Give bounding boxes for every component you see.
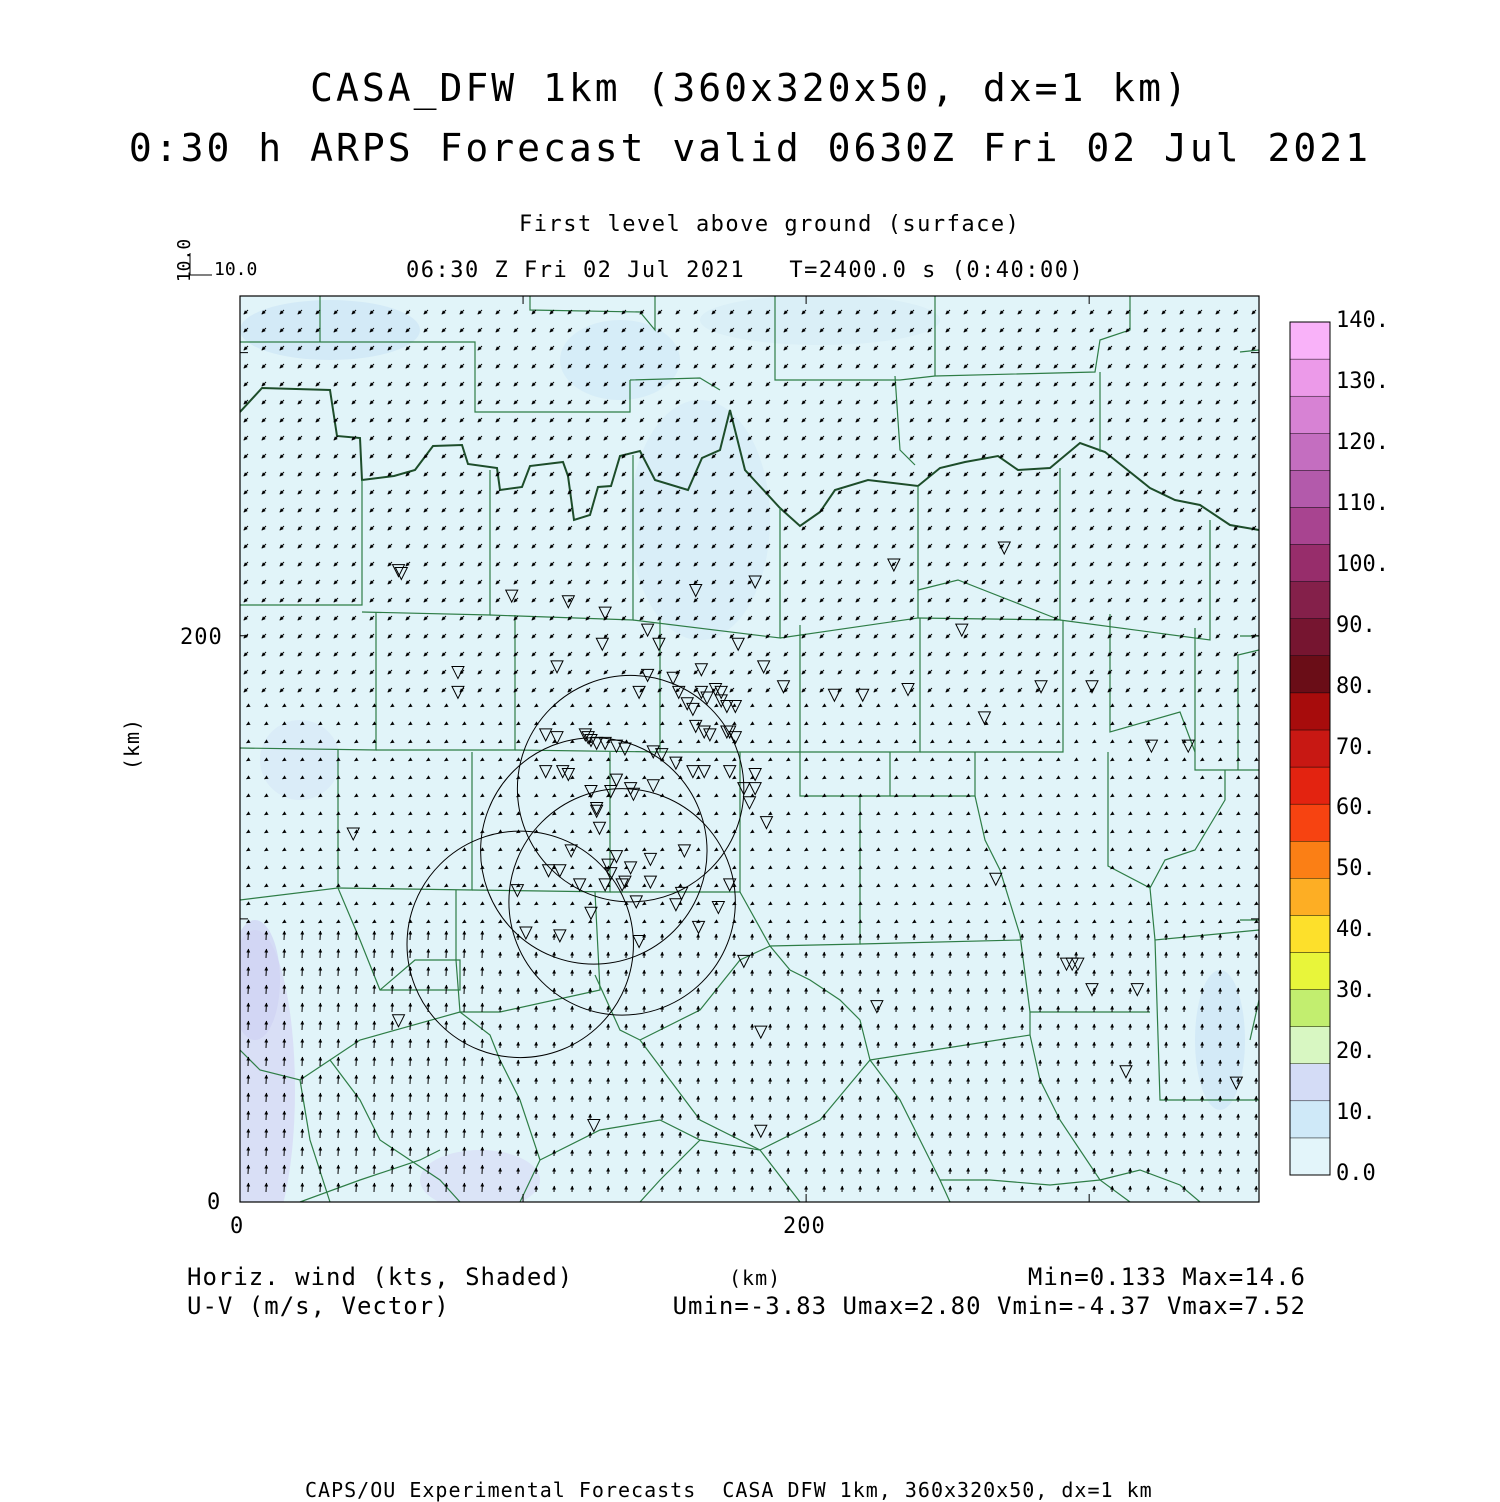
colorbar-swatch [1290,582,1330,619]
colorbar-tick-label: 120. [1336,430,1389,455]
colorbar-tick-label: 0.0 [1336,1161,1376,1186]
colorbar-swatch [1290,841,1330,878]
plot-area [240,296,1259,1202]
colorbar-tick-label: 90. [1336,613,1376,638]
x-tick-200: 200 [783,1214,826,1239]
colorbar-swatch [1290,730,1330,767]
time-label: 06:30 Z Fri 02 Jul 2021 T=2400.0 s (0:40:00) [406,258,1084,283]
colorbar-swatch [1290,322,1330,359]
minmax-label: Min=0.133 Max=14.6 [1028,1263,1306,1291]
colorbar-tick-label: 40. [1336,917,1376,942]
colorbar-swatch [1290,990,1330,1027]
colorbar-swatch [1290,1101,1330,1138]
footer: CAPS/OU Experimental Forecasts CASA DFW 1km, 360x320x50, dx=1 km [305,1478,1153,1502]
colorbar-swatch [1290,470,1330,507]
colorbar-swatch [1290,656,1330,693]
colorbar-tick-label: 60. [1336,795,1376,820]
colorbar-tick-label: 140. [1336,308,1389,333]
vector-label: U-V (m/s, Vector) [187,1292,450,1320]
uv-stats-label: Umin=-3.83 Umax=2.80 Vmin=-4.37 Vmax=7.52 [673,1292,1306,1320]
colorbar-swatch [1290,915,1330,952]
colorbar-swatch [1290,1064,1330,1101]
field-label: Horiz. wind (kts, Shaded) [187,1263,573,1291]
colorbar-swatch [1290,693,1330,730]
colorbar-swatch [1290,878,1330,915]
colorbar-swatch [1290,1027,1330,1064]
colorbar-tick-label: 80. [1336,674,1376,699]
y-axis-label: (km) [120,718,144,770]
colorbar-swatch [1290,507,1330,544]
y-tick-200: 200 [180,625,223,650]
colorbar-swatch [1290,396,1330,433]
x-axis-label: (km) [729,1266,781,1290]
colorbar-swatch [1290,433,1330,470]
colorbar-tick-label: 110. [1336,491,1389,516]
colorbar-swatch [1290,619,1330,656]
colorbar-tick-label: 20. [1336,1039,1376,1064]
ref-vector-label-x: 10.0 [214,259,257,280]
x-tick-0: 0 [230,1214,244,1239]
colorbar-swatch [1290,952,1330,989]
level-label: First level above ground (surface) [519,212,1020,237]
chart-title: CASA_DFW 1km (360x320x50, dx=1 km) [0,66,1500,110]
colorbar [1290,322,1330,1175]
colorbar-tick-label: 70. [1336,735,1376,760]
colorbar-tick-label: 130. [1336,369,1389,394]
chart-subtitle: 0:30 h ARPS Forecast valid 0630Z Fri 02 Jul 2021 [0,126,1500,170]
colorbar-tick-label: 50. [1336,856,1376,881]
ref-vector-label-y: 10.0 [174,239,195,282]
colorbar-swatch [1290,804,1330,841]
colorbar-swatch [1290,767,1330,804]
colorbar-tick-label: 10. [1336,1100,1376,1125]
colorbar-tick-label: 30. [1336,978,1376,1003]
colorbar-swatch [1290,359,1330,396]
y-tick-0: 0 [207,1190,221,1215]
colorbar-swatch [1290,1138,1330,1175]
colorbar-swatch [1290,545,1330,582]
colorbar-tick-label: 100. [1336,552,1389,577]
